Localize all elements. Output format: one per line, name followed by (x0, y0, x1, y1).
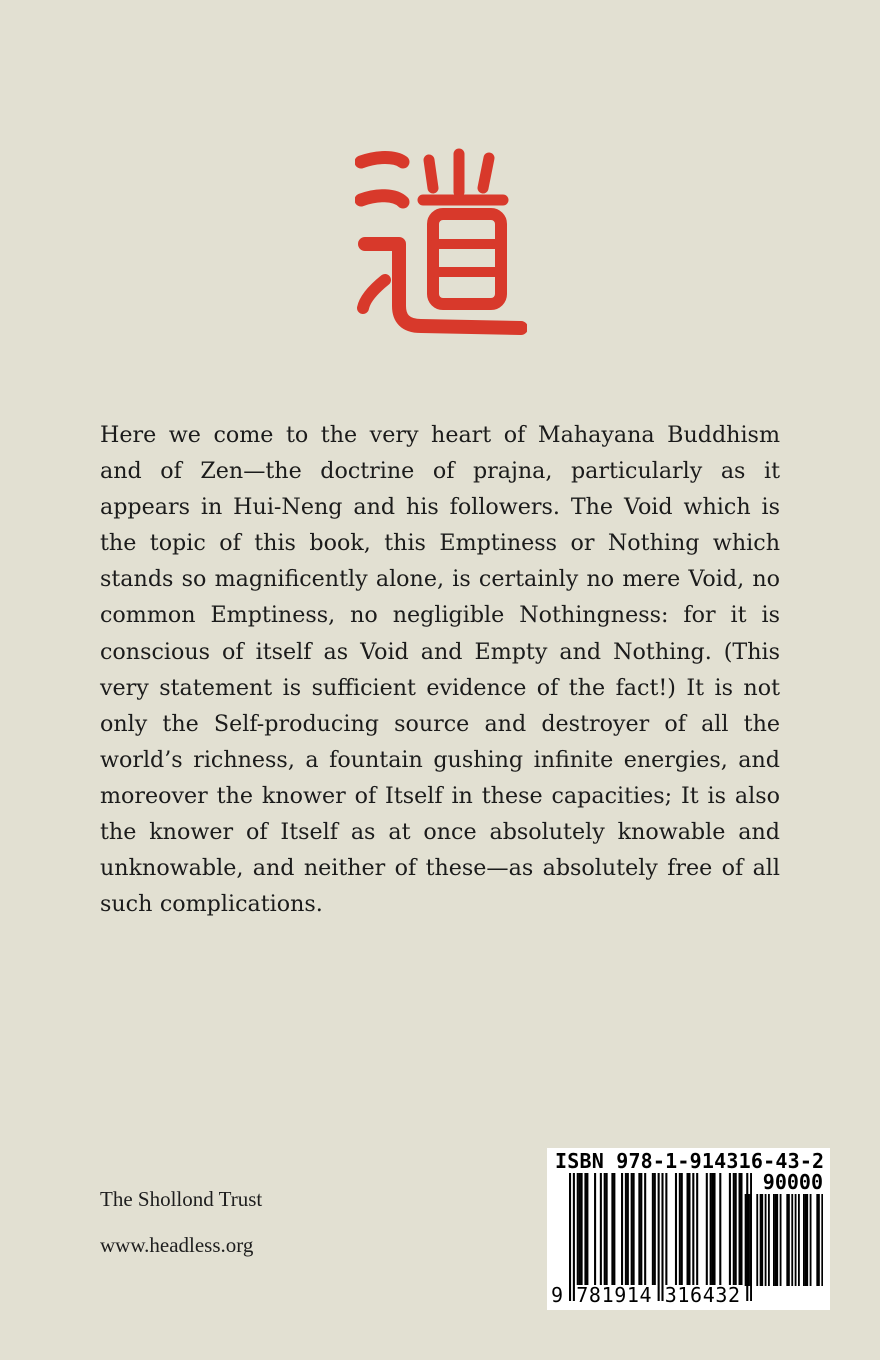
barcode-bar (604, 1173, 606, 1285)
barcode-bar (765, 1194, 767, 1286)
barcode-bar (773, 1194, 775, 1286)
barcode-bar (681, 1173, 683, 1285)
barcode-bar (706, 1173, 708, 1285)
barcode-bar (719, 1173, 721, 1285)
barcode-bar (816, 1194, 818, 1286)
barcode-bar (795, 1194, 797, 1286)
barcode-bar (665, 1173, 667, 1285)
barcode-bar (729, 1173, 731, 1285)
barcode-bar (625, 1173, 627, 1285)
barcode-bar (748, 1194, 750, 1286)
barcode-bar (661, 1173, 663, 1301)
barcode-bar (577, 1173, 579, 1285)
barcode-bar (696, 1173, 698, 1285)
barcode-bar (644, 1173, 646, 1285)
isbn-barcode (547, 1148, 830, 1310)
barcode-bar (818, 1194, 820, 1286)
barcode-bar (776, 1194, 778, 1286)
barcode-bar (638, 1173, 640, 1285)
barcode-bar (798, 1194, 800, 1286)
seal-stamp-dao (355, 148, 527, 344)
barcode-bar (810, 1194, 812, 1286)
barcode-bar (652, 1173, 654, 1285)
barcode-bar (739, 1173, 741, 1285)
ean13-bars (569, 1173, 752, 1301)
barcode-bar (775, 1194, 777, 1286)
barcode-bar (710, 1173, 712, 1285)
barcode-bar (761, 1194, 763, 1286)
barcode-bar (768, 1194, 770, 1286)
barcode-bar (805, 1194, 807, 1286)
isbn-label: ISBN 978-1-914316-43-2 (555, 1149, 825, 1173)
barcode-bar (611, 1173, 613, 1285)
barcode-bar (640, 1173, 642, 1285)
barcode-bar (733, 1173, 735, 1285)
barcode-bar (687, 1173, 689, 1285)
barcode-bar (569, 1173, 571, 1301)
barcode-bar (573, 1173, 575, 1301)
barcode-bar (780, 1194, 782, 1286)
barcode-bar (786, 1194, 788, 1286)
price-code: 90000 (762, 1170, 823, 1194)
barcode-bar (606, 1173, 608, 1285)
barcode-bar (584, 1173, 586, 1285)
barcode-bar (806, 1194, 808, 1286)
barcode-bar (654, 1173, 656, 1285)
ean-digits: 9 781914 316432 (551, 1283, 741, 1307)
barcode-bar (579, 1173, 581, 1285)
barcode-bar (675, 1173, 677, 1285)
barcode-bar (791, 1194, 793, 1286)
barcode-bar (756, 1194, 758, 1286)
barcode-bar (713, 1173, 715, 1285)
barcode-bar (658, 1173, 660, 1301)
barcode-bar (821, 1194, 823, 1286)
barcode-bar (692, 1173, 694, 1285)
barcode-bar (803, 1194, 805, 1286)
publisher-website: www.headless.org (100, 1233, 254, 1257)
barcode-bar (613, 1173, 615, 1285)
barcode-bar (586, 1173, 588, 1285)
barcode-bar (788, 1194, 790, 1286)
addon-bars (743, 1194, 823, 1286)
barcode-bar (679, 1173, 681, 1285)
barcode-bar (712, 1173, 714, 1285)
seal-character-graphic (355, 148, 527, 344)
back-cover-blurb: Here we come to the very heart of Mahayana Buddhism and of Zen—the doctrine of prajna, particularly as it appears in Hui-Neng and his followers. The Void which is the topic of this book, this Emptiness or Nothing which stands so magnificently alone, is certainly no mere Void, no common Emptiness, no negligible Nothingness: for it is conscious of itself as Void and Empty and Nothing. (This very statement is sufficient evidence of the fact!) It is not only the Self-producing source and destroyer of all the world’s richness, a fountain gushing infinite energies, and moreover the knower of Itself in these capacities; It is also the knower of Itself as at once absolutely knowable and unknowable, and neither of these—as absolutely free of all such complications. (100, 422, 780, 918)
barcode-bar (631, 1173, 633, 1285)
barcode-bar (581, 1173, 583, 1285)
barcode-bar (688, 1173, 690, 1285)
barcode-bar (735, 1173, 737, 1285)
publisher-name: The Shollond Trust (100, 1187, 263, 1211)
barcode-bar (594, 1173, 596, 1285)
barcode-bar (750, 1194, 752, 1286)
barcode-bar (760, 1194, 762, 1286)
barcode-bar (600, 1173, 602, 1285)
barcode-bar (633, 1173, 635, 1285)
barcode-bar (745, 1194, 747, 1286)
barcode-bar (627, 1173, 629, 1285)
barcode-bar (621, 1173, 623, 1285)
